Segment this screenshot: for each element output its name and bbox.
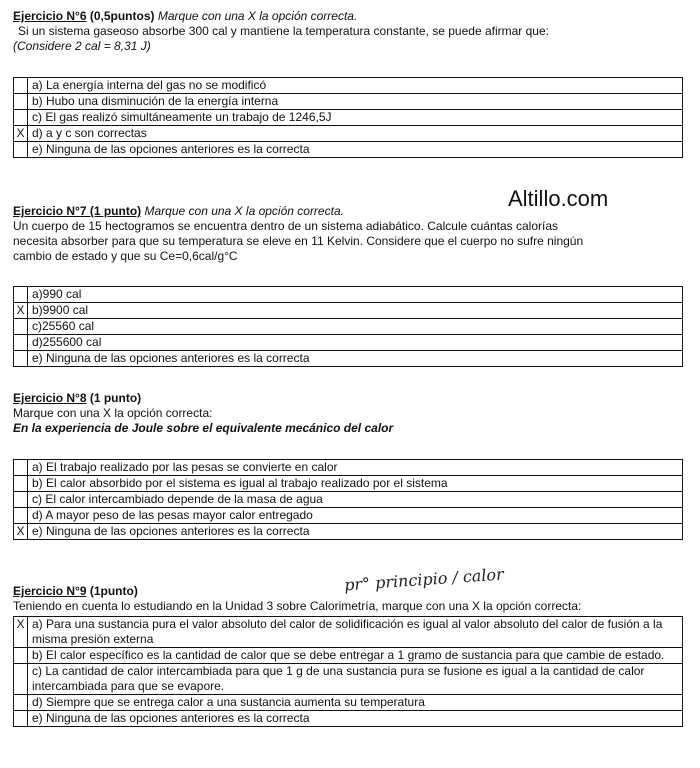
option-row[interactable]	[14, 460, 683, 476]
option-text: d) a y c son correctas	[28, 126, 683, 142]
option-text: a) La energía interna del gas no se modificó	[28, 78, 683, 94]
option-text: b)9900 cal	[28, 303, 683, 319]
option-text: d)255600 cal	[28, 335, 683, 351]
exercise-number: Ejercicio N°8	[13, 391, 87, 405]
option-row[interactable]	[14, 351, 683, 367]
option-row[interactable]	[14, 319, 683, 335]
answer-mark[interactable]: X	[14, 303, 28, 319]
option-text: c) La cantidad de calor intercambiada para que 1 g de una sustancia pura se fusione es igual a la cantidad de calor intercambiada para que se evapore.	[28, 664, 683, 695]
answer-mark[interactable]	[14, 94, 28, 110]
exercise-points: (0,5puntos)	[89, 9, 155, 23]
option-text: a) Para una sustancia pura el valor absoluto del calor de solidificación es igual al valor absoluto del calor de fusión a la misma presión externa	[28, 617, 683, 648]
option-row[interactable]	[14, 94, 683, 110]
watermark: Altillo.com	[508, 186, 609, 211]
exercise-8-heading	[13, 391, 683, 406]
option-row[interactable]	[14, 303, 683, 319]
answer-mark[interactable]	[14, 695, 28, 711]
answer-mark[interactable]	[14, 110, 28, 126]
answer-mark[interactable]	[14, 78, 28, 94]
answer-mark[interactable]: X	[14, 126, 28, 142]
exercise-text-line: necesita absorber para que su temperatura se eleve en 11 Kelvin. Considere que el cuerpo no sufre ningún	[13, 234, 584, 248]
answer-mark[interactable]	[14, 319, 28, 335]
answer-mark[interactable]	[14, 508, 28, 524]
exercise-9	[13, 584, 683, 614]
answer-mark[interactable]	[14, 476, 28, 492]
option-text: c)25560 cal	[28, 319, 683, 335]
option-text: a)990 cal	[28, 287, 683, 303]
exercise-6-options	[13, 77, 683, 158]
option-row[interactable]	[14, 648, 683, 664]
option-row[interactable]	[14, 335, 683, 351]
option-text: c) El calor intercambiado depende de la masa de agua	[28, 492, 683, 508]
exercise-subtitle: En la experiencia de Joule sobre el equivalente mecánico del calor	[13, 421, 394, 435]
option-text: e) Ninguna de las opciones anteriores es la correcta	[28, 142, 683, 158]
option-text: e) Ninguna de las opciones anteriores es la correcta	[28, 351, 683, 367]
option-row[interactable]	[14, 508, 683, 524]
option-row[interactable]	[14, 110, 683, 126]
answer-mark[interactable]	[14, 664, 28, 695]
exercise-number: Ejercicio N°7 (1 punto)	[13, 204, 142, 218]
exercise-7-heading	[13, 204, 683, 219]
exercise-text-line: Si un sistema gaseoso absorbe 300 cal y mantiene la temperatura constante, se puede afirmar que:	[18, 24, 549, 38]
option-text: d) A mayor peso de las pesas mayor calor entregado	[28, 508, 683, 524]
exercise-6	[13, 9, 683, 54]
exercise-points: (1 punto)	[89, 391, 142, 405]
exercise-text-line: (Considere 2 cal = 8,31 J)	[13, 39, 151, 53]
exercise-instruction: Marque con una X la opción correcta.	[157, 9, 358, 23]
handwritten-note: pr° principio / calor	[343, 564, 505, 595]
exercise-7	[13, 204, 683, 264]
option-text: e) Ninguna de las opciones anteriores es la correcta	[28, 524, 683, 540]
option-text: b) Hubo una disminución de la energía interna	[28, 94, 683, 110]
exercise-text-line: Un cuerpo de 15 hectogramos se encuentra dentro de un sistema adiabático. Calcule cuántas calorías	[13, 219, 558, 233]
exercise-9-options	[13, 616, 683, 727]
exercise-8-options	[13, 459, 683, 540]
answer-mark[interactable]	[14, 460, 28, 476]
exercise-9-heading	[13, 584, 683, 599]
exercise-number: Ejercicio N°9	[13, 584, 87, 598]
option-row[interactable]	[14, 78, 683, 94]
option-row[interactable]	[14, 695, 683, 711]
option-text: d) Siempre que se entrega calor a una sustancia aumenta su temperatura	[28, 695, 683, 711]
answer-mark[interactable]	[14, 492, 28, 508]
answer-mark[interactable]	[14, 351, 28, 367]
exercise-8	[13, 391, 683, 436]
option-row[interactable]	[14, 492, 683, 508]
option-row[interactable]	[14, 142, 683, 158]
option-text: e) Ninguna de las opciones anteriores es la correcta	[28, 711, 683, 727]
exercise-instruction: Marque con una X la opción correcta.	[144, 204, 344, 218]
option-text: b) El calor absorbido por el sistema es igual al trabajo realizado por el sistema	[28, 476, 683, 492]
option-row[interactable]	[14, 524, 683, 540]
answer-mark[interactable]	[14, 142, 28, 158]
exercise-text-line: Teniendo en cuenta lo estudiando en la Unidad 3 sobre Calorimetría, marque con una X la opción correcta:	[13, 599, 582, 613]
exercise-6-heading	[13, 9, 683, 24]
answer-mark[interactable]: X	[14, 524, 28, 540]
option-row[interactable]	[14, 617, 683, 648]
exercise-text-line: cambio de estado y que su Ce=0,6cal/g°C	[13, 249, 238, 263]
option-text: c) El gas realizó simultáneamente un trabajo de 1246,5J	[28, 110, 683, 126]
option-row[interactable]	[14, 711, 683, 727]
answer-mark[interactable]	[14, 287, 28, 303]
answer-mark[interactable]	[14, 648, 28, 664]
exercise-7-options	[13, 286, 683, 367]
option-row[interactable]	[14, 287, 683, 303]
option-row[interactable]	[14, 476, 683, 492]
option-row[interactable]	[14, 664, 683, 695]
option-text: a) El trabajo realizado por las pesas se convierte en calor	[28, 460, 683, 476]
option-text: b) El calor específico es la cantidad de calor que se debe entregar a 1 gramo de sustancia para que cambie de estado.	[28, 648, 683, 664]
answer-mark[interactable]	[14, 711, 28, 727]
exercise-points: (1punto)	[89, 584, 138, 598]
exercise-number: Ejercicio N°6	[13, 9, 87, 23]
option-row[interactable]	[14, 126, 683, 142]
answer-mark[interactable]	[14, 335, 28, 351]
exercise-text-line: Marque con una X la opción correcta:	[13, 406, 213, 420]
answer-mark[interactable]: X	[14, 617, 28, 648]
